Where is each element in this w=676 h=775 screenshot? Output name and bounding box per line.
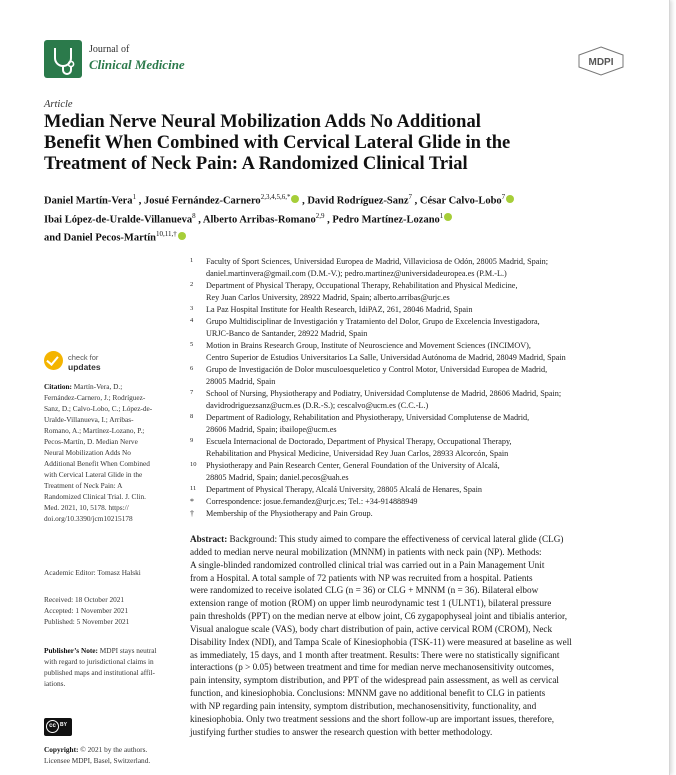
abstract-text: pain intensity, symptom distribution, and PPT of the widespread pain assessment, as well as cervical <box>190 675 559 686</box>
mdpi-logo-text: MDPI <box>588 57 614 68</box>
affiliation-marker: 10 <box>190 461 197 468</box>
affiliation-line: Escuela Internacional de Doctorado, Department of Physical Therapy, Occupational Therapy, <box>206 437 512 446</box>
check-updates-line1: check for <box>68 353 99 362</box>
affiliation-item <box>190 316 635 340</box>
affiliation-line: Centro Superior de Estudios Universitarios La Salle, Universidad Autónoma de Madrid, 28049 Madrid, Spain <box>206 353 566 362</box>
author-name[interactable]: Ibai López-de-Uralde-Villanueva <box>44 214 193 225</box>
affiliation-item <box>190 280 635 304</box>
by-icon-text: BY <box>60 722 67 728</box>
abstract-text: Disability Index (NDI), and Tampa Scale of Kinesiophobia (TSK-11) were measured at baseline as well <box>190 636 572 647</box>
abstract-text: kinesiophobia. Only two treatment sessions and the short follow-up are important issues, therefore, <box>190 713 555 724</box>
author-name[interactable]: , César Calvo-Lobo <box>414 195 502 207</box>
affiliation-line: 28606 Madrid, Spain; ibailope@ucm.es <box>206 425 337 434</box>
affiliation-item <box>190 460 635 484</box>
publisher-note-line: iations. <box>44 679 66 688</box>
citation-line: Romano, A.; Martínez-Lozano, P.; <box>44 426 145 435</box>
abstract-line <box>190 572 630 585</box>
publisher-note-label: Publisher’s Note: <box>44 646 98 655</box>
affiliation-line: 28805 Madrid, Spain; daniel.pecos@uah.es <box>206 473 349 482</box>
abstract-line <box>190 687 630 700</box>
cc-by-license-icon[interactable] <box>44 718 72 736</box>
affiliation-line: Membership of the Physiotherapy and Pain Group. <box>206 509 373 518</box>
abstract-line <box>190 546 630 559</box>
abstract-line <box>190 661 630 674</box>
date-accepted: Accepted: 1 November 2021 <box>44 606 129 615</box>
publisher-note-line: MDPI stays neutral <box>97 646 157 655</box>
affiliation-line: daniel.martinvera@gmail.com (D.M.-V.); pedro.martinez@universidadeuropea.es (P.M.-L.) <box>206 269 507 278</box>
citation-line: Pecos-Martín, D. Median Nerve <box>44 437 138 446</box>
title-line: Benefit When Combined with Cervical Lateral Glide in the <box>44 133 511 153</box>
author-name[interactable]: , David Rodríguez-Sanz <box>302 195 409 207</box>
affiliation-marker: 9 <box>190 437 194 444</box>
author-affil-sup: 7 <box>501 193 506 201</box>
abstract-text: with NP regarding pain intensity, symptom distribution, mechanosensitivity, functionality, and <box>190 700 537 711</box>
affiliation-item <box>190 484 635 496</box>
abstract-text: were randomized to receive isolated CLG (n = 36) or CLG + MNNM (n = 36). Bilateral elbow <box>190 585 539 596</box>
author-name[interactable]: , Pedro Martínez-Lozano <box>327 214 440 225</box>
abstract-text: from a Hospital. A total sample of 72 patients with NP was recruited from a hospital. Patients <box>190 572 533 583</box>
date-published: Published: 5 November 2021 <box>44 617 130 626</box>
affiliation-marker: 7 <box>190 389 194 396</box>
affiliation-marker: 2 <box>190 281 194 288</box>
abstract <box>190 533 630 739</box>
stethoscope-logo-icon <box>44 40 82 78</box>
affiliation-marker: 6 <box>190 365 194 372</box>
author-line <box>44 227 644 246</box>
copyright-block <box>44 744 174 766</box>
abstract-line <box>190 597 630 610</box>
author-name[interactable]: , Josué Fernández-Carnero <box>138 195 261 207</box>
affiliation-item <box>190 388 635 412</box>
affiliation-item <box>190 364 635 388</box>
author-name[interactable]: and Daniel Pecos-Martín <box>44 232 156 244</box>
affiliation-marker: 3 <box>190 305 194 312</box>
abstract-line <box>190 674 630 687</box>
author-affil-sup: 10,11,† <box>156 230 177 238</box>
citation-block <box>44 381 174 524</box>
citation-line: Fernández-Carnero, J.; Rodríguez- <box>44 393 146 402</box>
affiliation-line: Grupo de Investigación de Dolor musculoesqueletico y Control Motor, Universidad Europea de Madrid, <box>206 365 548 374</box>
affiliation-line: Grupo Multidisciplinar de Investigación y Tratamiento del Dolor, Grupo de Excelencia Investigadora, <box>206 317 540 326</box>
abstract-text: Visual analogue scale (VAS), body chart distribution of pain, active cervical ROM (CROM), Neck <box>190 623 553 634</box>
author-affil-sup: 2,3,4,5,6,* <box>260 193 291 201</box>
citation-line: Uralde-Villanueva, I.; Arribas- <box>44 415 134 424</box>
publisher-note-line: with regard to jurisdictional claims in <box>44 657 154 666</box>
author-name[interactable]: Daniel Martín-Vera <box>44 195 133 207</box>
affiliation-line: School of Nursing, Physiotherapy and Podiatry, Universidad Complutense de Madrid, 28606 Madrid, Spain; <box>206 389 562 398</box>
affiliation-line: Department of Radiology, Rehabilitation and Physiotherapy, Universidad Complutense de Madrid, <box>206 413 530 422</box>
publication-dates <box>44 594 174 627</box>
orcid-icon[interactable] <box>444 213 452 221</box>
citation-label: Citation: <box>44 382 72 391</box>
affiliation-list <box>190 256 635 520</box>
copyright-line: Licensee MDPI, Basel, Switzerland. <box>44 756 151 765</box>
affiliation-marker: 11 <box>190 485 197 492</box>
citation-line: Martín-Vera, D.; <box>71 382 123 391</box>
orcid-icon[interactable] <box>291 195 299 203</box>
publisher-note <box>44 645 174 689</box>
citation-line: with Cervical Lateral Glide in the <box>44 470 143 479</box>
affiliation-marker: 1 <box>190 257 194 264</box>
abstract-text: added to median nerve neural mobilization (MNNM) in patients with neck pain (NP). Methods: <box>190 546 542 557</box>
author-affil-sup: 7 <box>408 193 413 201</box>
title-line: Treatment of Neck Pain: A Randomized Clinical Trial <box>44 154 468 174</box>
abstract-label: Abstract: <box>190 534 228 544</box>
affiliation-line: Department of Physical Therapy, Alcalá University, 28805 Alcalá de Henares, Spain <box>206 485 482 494</box>
affiliation-line: Department of Physical Therapy, Occupational Therapy, Rehabilitation and Physical Medicine, <box>206 281 518 290</box>
abstract-text: A single-blinded randomized controlled clinical trial was carried out in a Pain Management Unit <box>190 559 545 570</box>
affiliation-line: Motion in Brains Research Group, Institute of Neuroscience and Movement Sciences (INCIMOV), <box>206 341 531 350</box>
author-line <box>44 190 644 209</box>
abstract-line <box>190 559 630 572</box>
academic-editor: Academic Editor: Tomasz Halski <box>44 568 141 577</box>
affiliation-line: 28005 Madrid, Spain <box>206 377 276 386</box>
mdpi-logo-icon[interactable] <box>577 46 625 76</box>
author-line <box>44 209 644 228</box>
copyright-label: Copyright: <box>44 745 79 754</box>
abstract-line <box>190 700 630 713</box>
citation-line: Sanz, D.; Calvo-Lobo, C.; López-de- <box>44 404 153 413</box>
affiliation-item <box>190 496 635 508</box>
citation-line: Additional Benefit When Combined <box>44 459 150 468</box>
article-title <box>44 112 644 175</box>
abstract-line <box>190 649 630 662</box>
author-affil-sup: 2,9 <box>315 211 325 220</box>
abstract-text: interactions (p > 0.05) between treatment and time for median nerve mechanosensitivity outcomes, <box>190 662 554 673</box>
affiliation-line: Faculty of Sport Sciences, Universidad Europea de Madrid, Villaviciosa de Odón, 28005 Madrid, Spain; <box>206 257 549 266</box>
abstract-text: extension range of motion (ROM) on upper limb neurodynamic test 1 (ULNT1), bilateral pressure <box>190 598 552 609</box>
affiliation-item <box>190 256 635 280</box>
affiliation-marker: 4 <box>190 317 194 324</box>
orcid-icon[interactable] <box>178 232 186 240</box>
abstract-line <box>190 726 630 739</box>
affiliation-line: URJC-Banco de Santander, 28922 Madrid, Spain <box>206 329 368 338</box>
abstract-text: pain thresholds (PPT) on the median nerve at elbow joint, C6 zygapophyseal joint and tibialis anterior, <box>190 611 568 622</box>
author-name[interactable]: , Alberto Arribas-Romano <box>198 214 316 225</box>
journal-of-label: Journal of <box>89 44 130 55</box>
affiliation-line: Correspondence: josue.fernandez@urjc.es; Tel.: +34-914888949 <box>206 497 418 506</box>
citation-line: Neural Mobilization Adds No <box>44 448 131 457</box>
affiliation-item <box>190 508 635 520</box>
article-type: Article <box>44 99 73 110</box>
affiliation-item <box>190 412 635 436</box>
affiliation-line: Physiotherapy and Pain Research Center, General Foundation of the University of Alcalá, <box>206 461 500 470</box>
affiliation-marker: * <box>190 497 194 506</box>
copyright-line: © 2021 by the authors. <box>78 745 148 754</box>
orcid-icon[interactable] <box>506 195 514 203</box>
abstract-line <box>190 533 630 546</box>
abstract-line <box>190 623 630 636</box>
abstract-line <box>190 610 630 623</box>
cc-icon-text: cc <box>46 720 59 733</box>
journal-name[interactable]: Clinical Medicine <box>89 57 185 72</box>
affiliation-item <box>190 436 635 460</box>
abstract-line <box>190 636 630 649</box>
affiliation-line: La Paz Hospital Institute for Health Research, IdiPAZ, 261, 28046 Madrid, Spain <box>206 305 473 314</box>
check-updates-line2: updates <box>68 362 101 372</box>
title-line: Median Nerve Neural Mobilization Adds No Additional <box>44 112 481 132</box>
affiliation-line: Rey Juan Carlos University, 28922 Madrid, Spain; alberto.arribas@urjc.es <box>206 293 450 302</box>
affiliation-line: Rehabilitation and Physical Medicine, Universidad Rey Juan Carlos, 28933 Alcorcón, Spain <box>206 449 509 458</box>
affiliation-line: davidrodriguezsanz@ucm.es (D.R.-S.); cescalvo@ucm.es (C.C.-L.) <box>206 401 429 410</box>
abstract-text: function, and kinesiophobia. Conclusions: MNNM gave no additional benefit to CLG in patients <box>190 688 546 699</box>
affiliation-marker: † <box>190 509 194 518</box>
doi-link[interactable]: doi.org/10.3390/jcm10215178 <box>44 514 133 523</box>
abstract-line <box>190 584 630 597</box>
affiliation-item <box>190 304 635 316</box>
author-list <box>44 190 644 246</box>
citation-line: Randomized Clinical Trial. J. Clin. <box>44 492 146 501</box>
abstract-line <box>190 713 630 726</box>
abstract-text: justifying further studies to answer the research question with better methodology. <box>190 726 493 737</box>
affiliation-marker: 5 <box>190 341 194 348</box>
affiliation-item <box>190 340 635 364</box>
citation-line: Med. 2021, 10, 5178. https:// <box>44 503 129 512</box>
author-affil-sup: 8 <box>192 211 196 220</box>
abstract-text: as immediately, 15 days, and 1 month after treatment. Results: There were no statistically significant <box>190 649 560 660</box>
affiliation-marker: 8 <box>190 413 194 420</box>
author-affil-sup: 1 <box>132 193 137 201</box>
abstract-text: Background: This study aimed to compare the effectiveness of cervical lateral glide (CLG) <box>227 534 564 544</box>
author-affil-sup: 1 <box>439 211 444 220</box>
date-received: Received: 18 October 2021 <box>44 595 125 604</box>
check-icon <box>44 351 63 370</box>
publisher-note-line: published maps and institutional affil- <box>44 668 155 677</box>
citation-line: Treatment of Neck Pain: A <box>44 481 123 490</box>
